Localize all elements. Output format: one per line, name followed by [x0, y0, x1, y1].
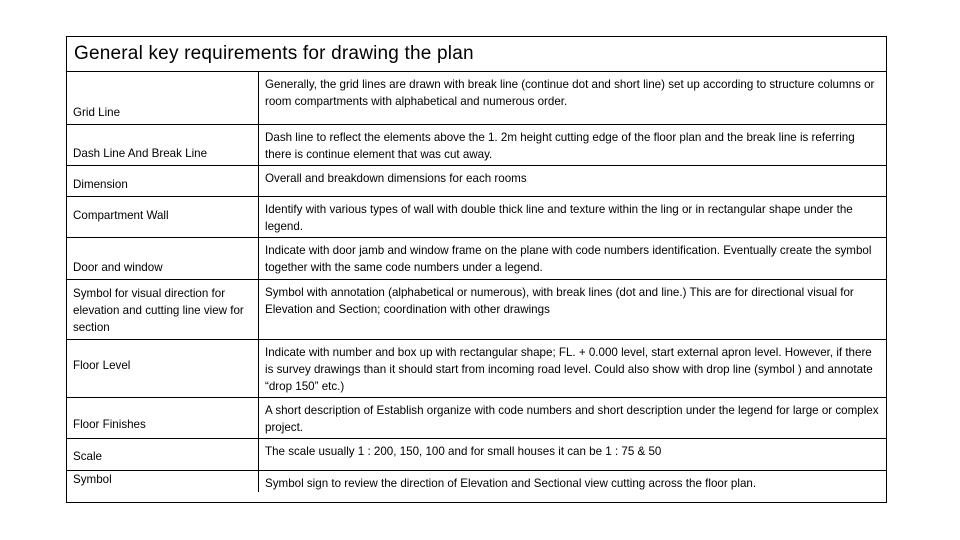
description-cell: Indicate with door jamb and window frame on the plane with code numbers identification. Eventually create the symbol together with the same code numbers under a legend.: [259, 237, 887, 279]
description-cell: The scale usually 1 : 200, 150, 100 and for small houses it can be 1 : 75 & 50: [259, 438, 887, 470]
description-cell: Symbol with annotation (alphabetical or numerous), with break lines (dot and line.) This are for directional visual for Elevation and Section; coordination with other drawings: [259, 279, 887, 339]
table-row-floor-level: [67, 339, 886, 397]
description-cell: Identify with various types of wall with double thick line and texture within the ling or in rectangular shape under the legend.: [259, 196, 887, 237]
table-row-dimension: [67, 165, 886, 196]
requirements-table: [67, 72, 886, 492]
term-cell: Floor Level: [67, 339, 259, 397]
table-row-scale: [67, 438, 886, 470]
term-cell: Scale: [67, 438, 259, 470]
description-cell: Indicate with number and box up with rectangular shape; FL. + 0.000 level, start external apron level. However, if there is survey drawings than it should start from incoming road level. Could also show with drop line (symbol ) and annotate “drop 150” etc.): [259, 339, 887, 397]
description-cell: Dash line to reflect the elements above the 1. 2m height cutting edge of the floor plan and the break line is referring there is continue element that was cut away.: [259, 124, 887, 165]
term-cell: Dash Line And Break Line: [67, 124, 259, 165]
description-cell: Overall and breakdown dimensions for each rooms: [259, 165, 887, 196]
term-cell: Floor Finishes: [67, 397, 259, 438]
table-row-grid-line: [67, 72, 886, 124]
term-cell: Symbol for visual direction for elevation and cutting line view for section: [67, 279, 259, 339]
table-row-dash-line: [67, 124, 886, 165]
table-row-symbol: [67, 470, 886, 492]
term-cell: Door and window: [67, 237, 259, 279]
requirements-table-frame: [66, 36, 887, 503]
table-row-compartment-wall: [67, 196, 886, 237]
description-cell: Symbol sign to review the direction of Elevation and Sectional view cutting across the floor plan.: [259, 470, 887, 492]
table-row-door-window: [67, 237, 886, 279]
table-row-symbol-direction: [67, 279, 886, 339]
table-row-floor-finishes: [67, 397, 886, 438]
term-cell: Grid Line: [67, 72, 259, 124]
description-cell: A short description of Establish organize with code numbers and short description under the legend for large or complex project.: [259, 397, 887, 438]
term-cell: Compartment Wall: [67, 196, 259, 237]
term-cell: Dimension: [67, 165, 259, 196]
description-cell: Generally, the grid lines are drawn with break line (continue dot and short line) set up according to structure columns or room compartments with alphabetical and numerous order.: [259, 72, 887, 124]
table-title: General key requirements for drawing the plan: [67, 37, 886, 72]
term-cell: Symbol: [67, 470, 259, 492]
